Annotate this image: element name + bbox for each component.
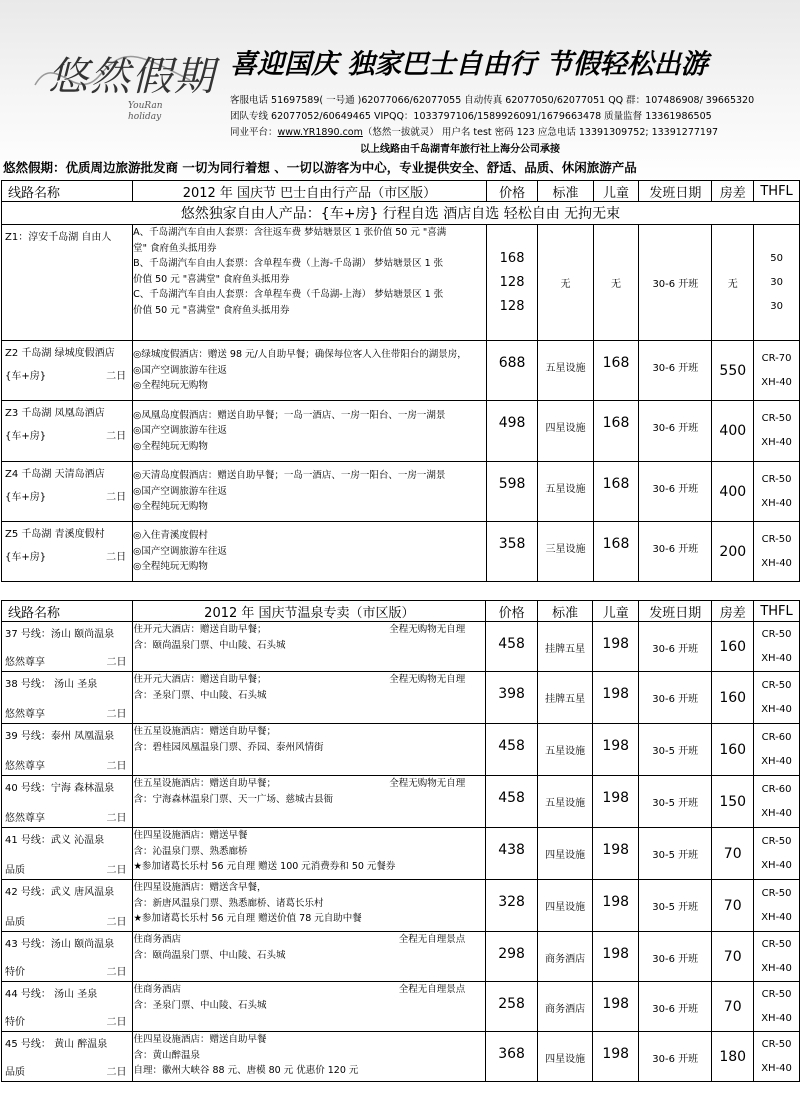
price-cell: 258 (486, 982, 538, 1032)
thfl-cell (754, 932, 800, 982)
standard-cell: 挂牌五星 (537, 622, 592, 672)
route-days: 二日 (106, 1017, 127, 1028)
route-description (133, 462, 487, 522)
table-row (2, 462, 800, 522)
thfl-xh: XH-40 (761, 807, 792, 819)
diff-cell: 550 (712, 341, 754, 401)
thfl-cell (754, 462, 800, 522)
child-cell: 198 (593, 622, 639, 672)
desc-note: 全程无购物无自理 (389, 778, 466, 789)
thfl-xh: XH-40 (761, 1012, 792, 1024)
thfl-cr: CR-60 (761, 783, 792, 795)
desc-line: 住开元大酒店：赠送自助早餐； (133, 674, 267, 685)
price-cell: 458 (486, 622, 538, 672)
child-cell: 198 (593, 932, 639, 982)
route-name-cell (2, 828, 133, 880)
child-cell: 168 (593, 401, 639, 462)
desc-line: 住五星设施酒店：赠送自助早餐； (133, 778, 276, 789)
platform-label: 同业平台： (230, 127, 278, 138)
section2-table (1, 600, 800, 1082)
price-cell: 358 (486, 522, 538, 582)
header-date: 发班日期 (639, 181, 712, 202)
diff-cell: 70 (712, 982, 754, 1032)
route-days: 二日 (106, 552, 127, 563)
route-name: 38 号线： 汤山 圣泉 (5, 679, 98, 690)
thfl-cell (754, 1032, 800, 1082)
route-days: 二日 (106, 371, 127, 382)
desc-line: 住开元大酒店：赠送自助早餐； (133, 624, 267, 635)
route-name-cell (2, 341, 133, 401)
header-child: 儿童 (593, 181, 639, 202)
header-diff: 房差 (712, 181, 754, 202)
desc-line: 自理：徽州大峡谷 88 元、唐模 80 元 优惠价 120 元 (133, 1065, 359, 1076)
desc-line: B、千岛湖汽车自由人套票：含单程车费（上海-千岛湖） 梦姑塘景区 1 张 (133, 258, 444, 269)
desc-line: ◎国产空调旅游车往返 (133, 364, 227, 376)
table-row (2, 622, 800, 672)
table-row (2, 672, 800, 724)
price-cell: 438 (486, 828, 538, 880)
thfl-xh: XH-40 (761, 962, 792, 974)
diff-cell: 70 (712, 828, 754, 880)
desc-first-line (133, 672, 485, 688)
route-name-cell (2, 672, 133, 724)
route-tag: {车+房} (5, 431, 47, 442)
desc-first-line (133, 1032, 485, 1048)
header-standard: 标准 (538, 181, 593, 202)
route-name: Z5 千岛湖 青溪度假村 (5, 529, 105, 540)
route-description (133, 828, 486, 880)
price-cell: 688 (486, 341, 538, 401)
table-row (2, 522, 800, 582)
price-b: 128 (499, 274, 525, 290)
route-name-cell (2, 225, 133, 341)
standard-cell: 五星设施 (538, 341, 593, 401)
section1-banner: 悠然独家自由人产品：{车+房} 行程自选 酒店自选 轻松自由 无拘无束 (2, 202, 800, 225)
header-price: 价格 (486, 181, 538, 202)
thfl-xh: XH-40 (761, 911, 792, 923)
route-days: 二日 (106, 917, 127, 928)
route-tag: 品质 (5, 1067, 25, 1078)
route-tag: 特价 (5, 967, 25, 978)
date-cell: 30-6 开班 (639, 225, 712, 341)
section2-header-row (2, 601, 800, 622)
table-row (2, 401, 800, 462)
thfl-cell (754, 401, 800, 462)
header-date: 发班日期 (639, 601, 712, 622)
desc-first-line (133, 724, 485, 740)
header-route: 线路名称 (2, 181, 133, 202)
desc-first-line (133, 932, 485, 948)
route-name: 44 号线： 汤山 圣泉 (5, 989, 98, 1000)
date-cell: 30-5 开班 (639, 828, 712, 880)
table-row (2, 776, 800, 828)
thfl-cr: CR-50 (761, 473, 792, 485)
standard-cell: 三星设施 (538, 522, 593, 582)
desc-line: A、千岛湖汽车自由人套票：含往返车费 梦姑塘景区 1 张价值 50 元 "喜满 (133, 227, 447, 238)
route-name-cell (2, 880, 133, 932)
header-standard: 标准 (537, 601, 592, 622)
table-row (2, 932, 800, 982)
price-cell: 398 (486, 672, 538, 724)
child-cell: 198 (593, 880, 639, 932)
table-row (2, 724, 800, 776)
price-a: 168 (499, 250, 525, 266)
price-cell: 458 (486, 776, 538, 828)
header-diff: 房差 (712, 601, 754, 622)
child-cell: 198 (593, 1032, 639, 1082)
desc-first-line (133, 776, 485, 792)
desc-line: ★参加诸葛长乐村 56 元自理 赠送 100 元消费券和 50 元餐券 (133, 861, 396, 872)
thfl-xh: XH-40 (761, 1062, 792, 1074)
desc-line: 含：沁温泉门票、熟悉廊桥 (133, 845, 248, 857)
date-cell: 30-6 开班 (639, 341, 712, 401)
route-name: Z3 千岛湖 凤凰岛酒店 (5, 408, 105, 419)
diff-cell: 200 (712, 522, 754, 582)
route-description (133, 776, 486, 828)
standard-cell: 四星设施 (537, 880, 592, 932)
desc-line: 含：颐尚温泉门票、中山陵、石头城 (133, 639, 286, 651)
route-days: 二日 (106, 1067, 127, 1078)
diff-cell: 180 (712, 1032, 754, 1082)
thfl-cr: CR-50 (761, 988, 792, 1000)
table-row (2, 828, 800, 880)
route-name: 43 号线：汤山 颐尚温泉 (5, 939, 115, 950)
route-name-cell (2, 932, 133, 982)
thfl-cr: CR-50 (761, 413, 792, 424)
date-cell: 30-5 开班 (639, 724, 712, 776)
desc-line: 住四星设施酒店：赠送自助早餐 (133, 1034, 267, 1045)
desc-line: 含：宁海森林温泉门票、天一广场、慈城古县衙 (133, 793, 333, 805)
route-description (133, 982, 486, 1032)
route-days: 二日 (106, 813, 127, 824)
thfl-cr: CR-70 (761, 352, 792, 364)
price-cell: 498 (486, 401, 538, 462)
thfl-xh: XH-40 (761, 859, 792, 871)
price-cell: 598 (486, 462, 538, 522)
thfl-xh: XH-40 (761, 497, 792, 509)
desc-line: 堂" 食府鱼头抵用券 (133, 242, 217, 254)
desc-line: ◎绿城度假酒店：赠送 98 元/人自助早餐；确保每位客人入住带阳台的湖景房， (133, 349, 467, 361)
desc-line: ◎天清岛度假酒店：赠送自助早餐；一岛一酒店、一房一阳台、一房一湖景 (133, 470, 446, 482)
thfl-cell (754, 828, 800, 880)
route-description (133, 522, 487, 582)
thfl-cr: CR-60 (761, 731, 792, 743)
desc-note: 全程无自理景点 (398, 984, 466, 995)
thfl-cell (754, 341, 800, 401)
desc-line: 含：黄山醉温泉 (133, 1049, 200, 1061)
header-product: 2012 年 国庆节 巴士自由行产品（市区版） (133, 181, 487, 202)
desc-first-line (133, 622, 485, 638)
page-header (0, 0, 800, 182)
diff-cell: 70 (712, 880, 754, 932)
child-cell: 无 (593, 225, 639, 341)
desc-line: 住五星设施酒店：赠送自助早餐； (133, 726, 276, 737)
route-name-cell (2, 622, 133, 672)
desc-line: 住四星设施酒店：赠送早餐 (133, 830, 248, 841)
section1-header-row (2, 181, 800, 202)
route-description (133, 1032, 486, 1082)
desc-line: ◎国产空调旅游车往返 (133, 485, 227, 497)
standard-cell: 四星设施 (537, 828, 592, 880)
standard-cell: 五星设施 (537, 724, 592, 776)
route-description (133, 225, 487, 341)
route-name: 39 号线：泰州 凤凰温泉 (5, 731, 115, 742)
route-tag: {车+房} (5, 371, 47, 382)
desc-line: 价值 50 元 "喜满堂" 食府鱼头抵用券 (133, 273, 290, 285)
thfl-cell (754, 672, 800, 724)
price-cell: 368 (486, 1032, 538, 1082)
section1-table (1, 180, 800, 582)
route-name-cell (2, 982, 133, 1032)
thfl-xh: XH-40 (761, 376, 792, 388)
desc-line: ◎全程纯玩无购物 (133, 380, 208, 392)
standard-cell: 五星设施 (537, 776, 592, 828)
route-description (133, 672, 486, 724)
contact-line-3 (230, 124, 718, 138)
route-tag: 品质 (5, 865, 25, 876)
route-tag: 悠然尊享 (5, 657, 45, 668)
route-days: 二日 (106, 761, 127, 772)
route-name-cell (2, 522, 133, 582)
slogan: 悠然假期：优质周边旅游批发商 一切为同行着想 、一切以游客为中心，专业提供安全、舒适、品质、休闲旅游产品 (3, 160, 637, 175)
desc-line: ◎全程纯玩无购物 (133, 440, 208, 452)
thfl-cell (754, 776, 800, 828)
thfl-a: 50 (770, 252, 783, 264)
thfl-xh: XH-40 (761, 755, 792, 767)
route-description (133, 401, 487, 462)
standard-cell: 商务酒店 (537, 982, 592, 1032)
table-row (2, 982, 800, 1032)
child-cell: 198 (593, 828, 639, 880)
route-tag: 悠然尊享 (5, 813, 45, 824)
date-cell: 30-6 开班 (639, 982, 712, 1032)
contact-line-2: 团队专线 62077052/60649465 VIPQQ：1033797106/1589926091/1679663478 质量监督 13361986505 (230, 111, 712, 122)
date-cell: 30-6 开班 (639, 1032, 712, 1082)
desc-note (465, 724, 485, 740)
thfl-xh: XH-40 (761, 437, 792, 448)
header-thfl: THFL (754, 181, 800, 202)
standard-cell: 四星设施 (538, 401, 593, 462)
platform-link[interactable]: www.YR1890.com (277, 127, 363, 138)
route-tag: {车+房} (5, 552, 47, 563)
route-name: 42 号线：武义 唐风温泉 (5, 887, 115, 898)
thfl-xh: XH-40 (761, 703, 792, 715)
contact-line-1: 客服电话 51697589( 一号通 )62077066/62077055 自动传真 62077050/62077051 QQ 群：107486908/ 39665320 (230, 95, 755, 106)
diff-cell: 160 (712, 622, 754, 672)
diff-cell: 70 (712, 932, 754, 982)
table-row (2, 880, 800, 932)
date-cell: 30-5 开班 (639, 776, 712, 828)
route-tag: 品质 (5, 917, 25, 928)
thfl-cr: CR-50 (761, 1038, 792, 1050)
diff-cell: 400 (712, 401, 754, 462)
thfl-cr: CR-50 (761, 835, 792, 847)
thfl-xh: XH-40 (761, 557, 792, 569)
section1-banner-row (2, 202, 800, 225)
desc-first-line (133, 880, 485, 896)
route-name-cell (2, 401, 133, 462)
desc-line: 住四星设施酒店：赠送含早餐， (133, 882, 267, 893)
table-row (2, 225, 800, 341)
desc-line: 住商务酒店 (133, 934, 181, 945)
child-cell: 198 (593, 982, 639, 1032)
route-name-cell (2, 1032, 133, 1082)
route-name-cell (2, 724, 133, 776)
thfl-c: 30 (770, 300, 783, 312)
thfl-cr: CR-50 (761, 887, 792, 899)
desc-line: 含：颐尚温泉门票、中山陵、石头城 (133, 949, 286, 961)
thfl-xh: XH-40 (761, 652, 792, 664)
route-name-cell (2, 462, 133, 522)
thfl-cr: CR-50 (761, 628, 792, 640)
price-cell (486, 225, 538, 341)
route-days: 二日 (106, 967, 127, 978)
route-description (133, 622, 486, 672)
date-cell: 30-5 开班 (639, 880, 712, 932)
desc-line: C、千岛湖汽车自由人套票：含单程车费（千岛湖-上海） 梦姑塘景区 1 张 (133, 289, 444, 300)
price-cell: 328 (486, 880, 538, 932)
route-tag: 特价 (5, 1017, 25, 1028)
date-cell: 30-6 开班 (639, 522, 712, 582)
thfl-cr: CR-50 (761, 533, 792, 545)
route-name: Z2 千岛湖 绿城度假酒店 (5, 348, 115, 359)
price-cell: 298 (486, 932, 538, 982)
date-cell: 30-6 开班 (639, 401, 712, 462)
desc-first-line (133, 828, 485, 844)
route-name: 40 号线：宁海 森林温泉 (5, 783, 115, 794)
desc-line: ◎国产空调旅游车往返 (133, 425, 227, 437)
route-name: 45 号线： 黄山 醉温泉 (5, 1039, 108, 1050)
desc-note (465, 880, 485, 896)
child-cell: 168 (593, 522, 639, 582)
thfl-b: 30 (770, 276, 783, 288)
date-cell: 30-6 开班 (639, 672, 712, 724)
standard-cell: 商务酒店 (537, 932, 592, 982)
desc-line: ◎全程纯玩无购物 (133, 561, 208, 573)
logo-english: YouRan holiday (128, 101, 163, 122)
route-days: 二日 (106, 431, 127, 442)
platform-rest: （悠然一拔就灵） 用户名 test 密码 123 应急电话 13391309752; 13391277197 (362, 127, 719, 138)
diff-cell: 160 (712, 672, 754, 724)
headline: 喜迎国庆 独家巴士自由行 节假轻松出游 (230, 49, 708, 80)
route-name: 41 号线：武义 沁温泉 (5, 835, 105, 846)
desc-line: 价值 50 元 "喜满堂" 食府鱼头抵用券 (133, 304, 290, 316)
route-days: 二日 (106, 657, 127, 668)
desc-note: 全程无自理景点 (398, 934, 466, 945)
thfl-cr: CR-50 (761, 938, 792, 950)
route-tag: {车+房} (5, 492, 47, 503)
desc-line: 含：圣泉门票、中山陵、石头城 (133, 999, 267, 1011)
date-cell: 30-6 开班 (639, 622, 712, 672)
desc-note: 全程无购物无自理 (389, 674, 466, 685)
desc-note (465, 1032, 485, 1048)
desc-line: 含：新唐风温泉门票、熟悉廊桥、诸葛长乐村 (133, 897, 324, 909)
route-description (133, 932, 486, 982)
route-days: 二日 (106, 709, 127, 720)
header-thfl: THFL (754, 601, 800, 622)
date-cell: 30-6 开班 (639, 462, 712, 522)
standard-cell: 无 (538, 225, 593, 341)
diff-cell: 无 (712, 225, 754, 341)
route-name-cell (2, 776, 133, 828)
desc-line: 含：圣泉门票、中山陵、石头城 (133, 689, 267, 701)
desc-note: 全程无购物无自理 (389, 624, 466, 635)
route-name: 37 号线：汤山 颐尚温泉 (5, 629, 115, 640)
header-child: 儿童 (593, 601, 639, 622)
logo (30, 45, 216, 125)
thfl-cell (754, 225, 800, 341)
diff-cell: 160 (712, 724, 754, 776)
table-row (2, 341, 800, 401)
desc-line: ◎凤凰岛度假酒店：赠送自助早餐；一岛一酒店、一房一阳台、一房一湖景 (133, 409, 446, 421)
diff-cell: 400 (712, 462, 754, 522)
desc-note (465, 828, 485, 844)
header-route: 线路名称 (2, 601, 133, 622)
thfl-cell (754, 622, 800, 672)
price-c: 128 (499, 298, 525, 314)
desc-line: ◎入住青溪度假村 (133, 530, 208, 542)
route-tag: 悠然尊享 (5, 761, 45, 772)
operator-note: 以上线路由千岛湖青年旅行社上海分公司承接 (360, 144, 560, 155)
date-cell: 30-6 开班 (639, 932, 712, 982)
route-description (133, 724, 486, 776)
thfl-cr: CR-50 (761, 679, 792, 691)
diff-cell: 150 (712, 776, 754, 828)
route-description (133, 341, 487, 401)
child-cell: 198 (593, 724, 639, 776)
desc-line: 含：碧桂园凤凰温泉门票、乔园、泰州风情街 (133, 741, 324, 753)
desc-line: ◎全程纯玩无购物 (133, 501, 208, 513)
route-days: 二日 (106, 865, 127, 876)
standard-cell: 四星设施 (537, 1032, 592, 1082)
route-description (133, 880, 486, 932)
route-tag: 悠然尊享 (5, 709, 45, 720)
header-price: 价格 (486, 601, 538, 622)
standard-cell: 挂牌五星 (537, 672, 592, 724)
standard-cell: 五星设施 (538, 462, 593, 522)
price-cell: 458 (486, 724, 538, 776)
header-product: 2012 年 国庆节温泉专卖（市区版） (133, 601, 486, 622)
child-cell: 168 (593, 341, 639, 401)
thfl-cell (754, 880, 800, 932)
child-cell: 198 (593, 776, 639, 828)
desc-first-line (133, 982, 485, 998)
route-days: 二日 (106, 492, 127, 503)
child-cell: 198 (593, 672, 639, 724)
logo-text: 悠然假期 (48, 54, 216, 100)
thfl-cell (754, 522, 800, 582)
route-name: Z1：淳安千岛湖 自由人 (5, 232, 112, 243)
thfl-cell (754, 724, 800, 776)
desc-line: ★参加诸葛长乐村 56 元自理 赠送价值 78 元自助中餐 (133, 913, 362, 924)
table-row (2, 1032, 800, 1082)
thfl-cell (754, 982, 800, 1032)
child-cell: 168 (593, 462, 639, 522)
desc-line: ◎国产空调旅游车往返 (133, 545, 227, 557)
desc-line: 住商务酒店 (133, 984, 181, 995)
route-name: Z4 千岛湖 天清岛酒店 (5, 469, 105, 480)
